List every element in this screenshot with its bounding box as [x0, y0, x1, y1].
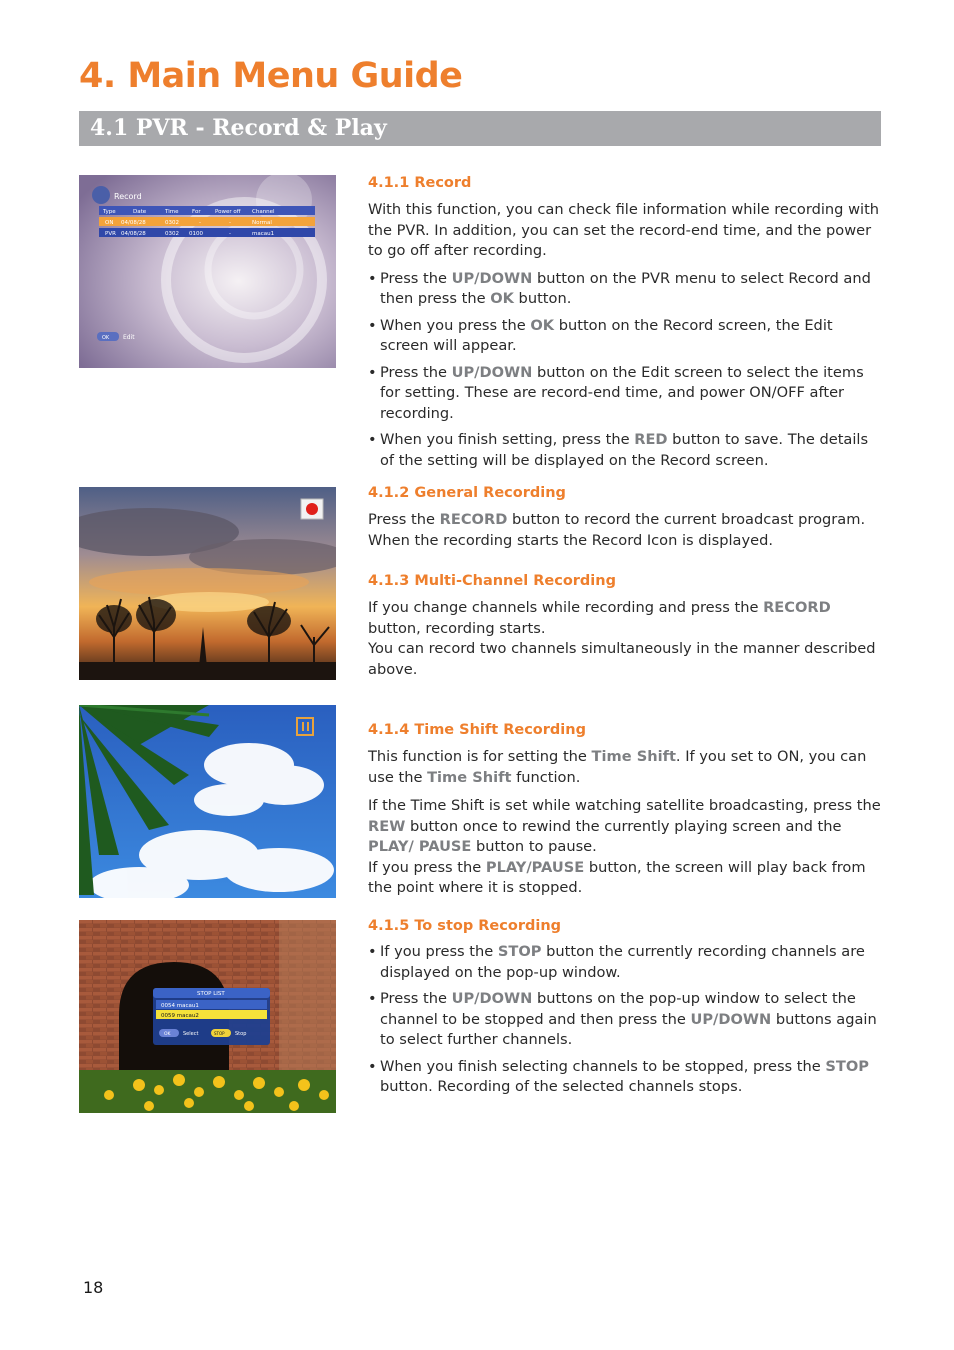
stop-list-heading: STOP LIST [197, 991, 225, 997]
svg-text:ON: ON [105, 220, 114, 226]
section-header-bar [79, 111, 881, 146]
svg-text:Edit: Edit [123, 334, 135, 341]
list-item: • Press the UP/DOWN button on the Edit screen to select the items for setting. These are record-end time, and power ON/OFF after recording. [368, 363, 884, 425]
list-item: • Press the UP/DOWN button on the PVR menu to select Record and then press the OK button. [368, 269, 884, 310]
svg-text:macau1: macau1 [252, 231, 275, 237]
svg-text:Normal: Normal [252, 220, 272, 226]
general-recording-heading: 4.1.2 General Recording [368, 485, 566, 501]
multi-channel-heading: 4.1.3 Multi-Channel Recording [368, 573, 616, 589]
svg-text:Date: Date [133, 209, 147, 215]
stop-recording-heading: 4.1.5 To stop Recording [368, 918, 562, 934]
sunset-broadcast-image [79, 487, 336, 680]
svg-text:0302: 0302 [165, 220, 179, 226]
record-section [368, 174, 884, 477]
section-title: 4.1 PVR - Record & Play [90, 115, 387, 141]
general-recording-section [368, 484, 884, 551]
stop-recording-section [368, 917, 884, 1104]
record-intro: With this function, you can check file information while recording with the PVR. In addition, you can set the record-end time, and the power to go off after recording. [368, 201, 880, 259]
svg-text:-: - [199, 220, 201, 226]
time-shift-heading: 4.1.4 Time Shift Recording [368, 722, 586, 738]
svg-text:Stop: Stop [235, 1031, 247, 1037]
multi-channel-section [368, 572, 884, 680]
stop-list-item: 0059 macau2 [161, 1013, 199, 1019]
list-item: • When you finish setting, press the RED button to save. The details of the setting will be displayed on the Record screen. [368, 430, 884, 471]
list-item: • When you finish selecting channels to be stopped, press the STOP button. Recording of the selected channels stops. [368, 1057, 884, 1098]
stop-list-screen-image [79, 920, 336, 1113]
page-title: 4. Main Menu Guide [79, 56, 463, 96]
general-recording-text: Press the RECORD button to record the current broadcast program. When the recording starts the Record Icon is displayed. [368, 511, 866, 549]
svg-text:STOP: STOP [214, 1031, 225, 1036]
svg-text:Select: Select [183, 1031, 199, 1037]
svg-text:0302: 0302 [165, 231, 179, 237]
record-screen-image [79, 175, 336, 368]
svg-text:04/08/28: 04/08/28 [121, 231, 146, 237]
time-shift-section [368, 721, 884, 899]
svg-text:-: - [229, 231, 231, 237]
record-heading: 4.1.1 Record [368, 175, 472, 191]
svg-text:0100: 0100 [189, 231, 203, 237]
svg-text:OK: OK [102, 335, 110, 341]
svg-text:04/08/28: 04/08/28 [121, 220, 146, 226]
record-screen-heading: Record [114, 192, 142, 201]
svg-text:OK: OK [164, 1032, 171, 1037]
stop-recording-steps [368, 942, 884, 1098]
time-shift-text: If the Time Shift is set while watching satellite broadcasting, press the REW button once to rewind the currently playing screen and the PLAY/ PAUSE button to pause. If you press the PLAY/PAUSE button, the screen will play back from the point where it is stopped. [368, 797, 881, 896]
palm-sky-image [79, 705, 336, 898]
svg-text:Channel: Channel [252, 209, 275, 215]
time-shift-text: This function is for setting the Time Shift. If you set to ON, you can use the Time Shift function. [368, 748, 867, 786]
svg-text:For: For [192, 209, 201, 215]
stop-list-item: 0054 macau1 [161, 1003, 199, 1009]
svg-text:Type: Type [103, 209, 116, 215]
multi-channel-text: If you change channels while recording and press the RECORD button, recording starts. You can record two channels simultaneously in the manner described above. [368, 599, 876, 678]
svg-text:Time: Time [165, 209, 179, 215]
list-item: • When you press the OK button on the Record screen, the Edit screen will appear. [368, 316, 884, 357]
record-steps [368, 269, 884, 472]
record-icon [306, 503, 318, 515]
svg-text:-: - [229, 220, 231, 226]
page-number: 18 [83, 1278, 104, 1297]
list-item: • If you press the STOP button the currently recording channels are displayed on the pop-up window. [368, 942, 884, 983]
svg-text:PVR: PVR [105, 231, 116, 237]
svg-text:Power off: Power off [215, 209, 241, 215]
list-item: • Press the UP/DOWN buttons on the pop-up window to select the channel to be stopped and then press the UP/DOWN buttons again to select further channels. [368, 989, 884, 1051]
